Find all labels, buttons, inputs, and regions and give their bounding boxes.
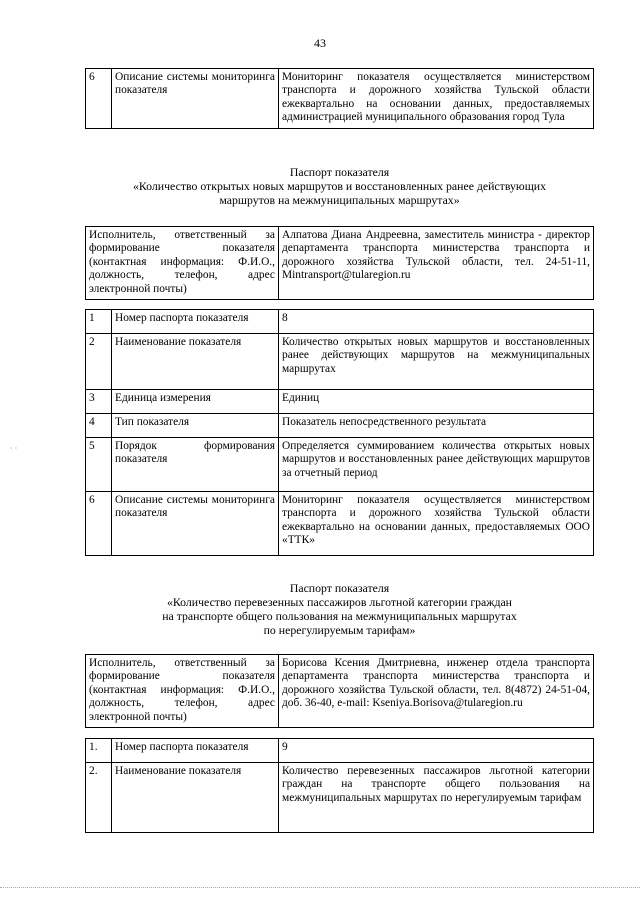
row-number: 2 bbox=[86, 334, 112, 390]
row-label: Тип показателя bbox=[112, 414, 279, 438]
row-value: Мониторинг показателя осуществляется министерством транспорта и дорожного хозяйства Тульской области ежеквартально на основании данных, предоставляемых ООО «ТТК» bbox=[279, 492, 594, 556]
page-number: 43 bbox=[314, 36, 326, 50]
scan-footer-line bbox=[0, 887, 640, 890]
row-label: Порядок формирования показателя bbox=[112, 438, 279, 492]
scan-margin-mark: · · bbox=[10, 444, 18, 453]
row-value: Мониторинг показателя осуществляется министерством транспорта и дорожного хозяйства Тульской области ежеквартально на основании данных, предоставляемых администрацией муниципального образования город Тула bbox=[279, 69, 594, 129]
heading-line: по нерегулируемым тарифам» bbox=[263, 622, 416, 637]
table-row bbox=[86, 414, 594, 438]
passport-9-heading bbox=[85, 582, 594, 638]
table-row bbox=[86, 438, 594, 492]
top-table bbox=[85, 68, 594, 129]
passport-8-heading bbox=[85, 166, 594, 208]
row-label: Единица измерения bbox=[112, 390, 279, 414]
row-value: 8 bbox=[279, 310, 594, 334]
row-number: 1. bbox=[86, 739, 112, 763]
row-value: Показатель непосредственного результата bbox=[279, 414, 594, 438]
table-row bbox=[86, 69, 594, 129]
heading-line: маршрутов на межмуниципальных маршрутах» bbox=[219, 192, 460, 207]
passport-9-table bbox=[85, 738, 594, 833]
heading-line: на транспорте общего пользования на межмуниципальных маршрутах bbox=[162, 608, 517, 623]
heading-line: Паспорт показателя bbox=[289, 581, 390, 595]
row-value: 9 bbox=[279, 739, 594, 763]
row-label: Описание системы мониторинга показателя bbox=[112, 492, 279, 556]
table-row bbox=[86, 390, 594, 414]
row-label: Описание системы мониторинга показателя bbox=[112, 69, 279, 129]
row-value: Количество открытых новых маршрутов и восстановленных ранее действующих маршрутов на межмуниципальных маршрутах bbox=[279, 334, 594, 390]
row-number: 5 bbox=[86, 438, 112, 492]
row-number: 1 bbox=[86, 310, 112, 334]
executor-value: Борисова Ксения Дмитриевна, инженер отдела транспорта департамента транспорта министерства транспорта и дорожного хозяйства Тульской области, тел. 8(4872) 24-51-04, доб. 36-40, e-mail: Kseniya.Borisova@tularegion.ru bbox=[279, 655, 594, 728]
table-row bbox=[86, 655, 594, 728]
row-value: Определяется суммированием количества открытых новых маршрутов и восстановленных ранее действующих маршрутов за отчетный период bbox=[279, 438, 594, 492]
table-row bbox=[86, 492, 594, 556]
table-row bbox=[86, 310, 594, 334]
passport-8-executor-table bbox=[85, 226, 594, 300]
heading-line: «Количество перевезенных пассажиров льготной категории граждан bbox=[166, 594, 512, 609]
executor-value: Алпатова Диана Андреевна, заместитель министра - директор департамента транспорта министерства транспорта и дорожного хозяйства Тульской области, тел. 24-51-11, Mintransport@tularegion.ru bbox=[279, 227, 594, 300]
passport-8-table bbox=[85, 309, 594, 556]
table-row bbox=[86, 739, 594, 763]
row-number: 2. bbox=[86, 763, 112, 833]
heading-line: «Количество открытых новых маршрутов и восстановленных ранее действующих bbox=[133, 178, 546, 193]
table-row bbox=[86, 227, 594, 300]
executor-label: Исполнитель, ответственный за формирование показателя (контактная информация: Ф.И.О., должность, телефон, адрес электронной почты) bbox=[86, 227, 279, 300]
row-number: 6 bbox=[86, 69, 112, 129]
row-number: 6 bbox=[86, 492, 112, 556]
row-number: 3 bbox=[86, 390, 112, 414]
table-row bbox=[86, 763, 594, 833]
table-row bbox=[86, 334, 594, 390]
row-value: Единиц bbox=[279, 390, 594, 414]
row-number: 4 bbox=[86, 414, 112, 438]
row-label: Номер паспорта показателя bbox=[112, 739, 279, 763]
executor-label: Исполнитель, ответственный за формирование показателя (контактная информация: Ф.И.О., должность, телефон, адрес электронной почты) bbox=[86, 655, 279, 728]
row-label: Наименование показателя bbox=[112, 763, 279, 833]
row-value: Количество перевезенных пассажиров льготной категории граждан на транспорте общего пользования на межмуниципальных маршрутах по нерегулируемым тарифам bbox=[279, 763, 594, 833]
passport-9-executor-table bbox=[85, 654, 594, 728]
heading-line: Паспорт показателя bbox=[289, 165, 390, 179]
row-label: Номер паспорта показателя bbox=[112, 310, 279, 334]
row-label: Наименование показателя bbox=[112, 334, 279, 390]
